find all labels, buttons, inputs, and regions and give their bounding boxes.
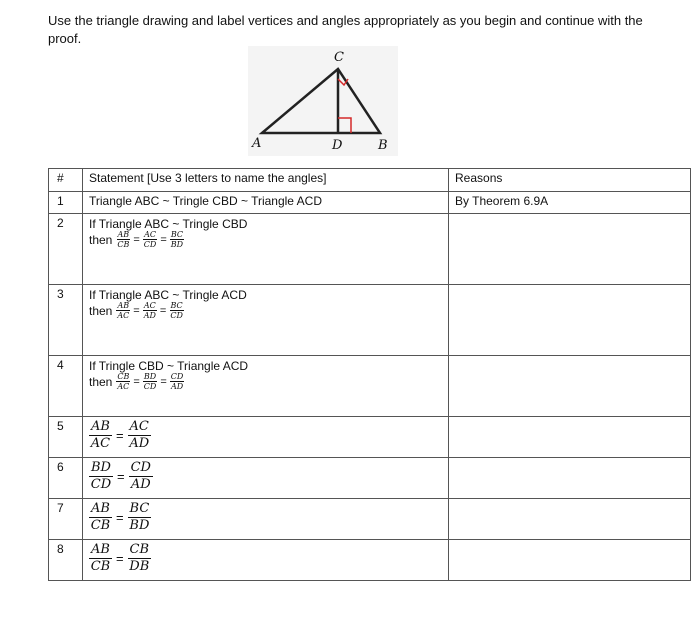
statement-cell[interactable]: [83, 285, 449, 356]
reason-cell[interactable]: [449, 214, 691, 285]
fraction: $\frac{BD}{CD}$: [143, 372, 157, 391]
equals-sign: =: [159, 304, 167, 317]
equals-sign: =: [116, 469, 125, 484]
fraction: $\frac{BC}{BD}$: [170, 230, 184, 249]
equals-sign: =: [115, 551, 124, 566]
table-header-row: [49, 169, 691, 192]
fraction: $\frac{AB}{CB}$: [117, 230, 130, 249]
statement-cell[interactable]: [83, 499, 449, 540]
proof-table: [48, 168, 691, 581]
statement-text: If Triangle ABC ~ Tringle ACD: [89, 288, 247, 302]
fraction: $\frac{CD}{AD}$: [130, 460, 151, 492]
fraction: $\frac{BC}{CD}$: [170, 301, 183, 320]
equals-sign: =: [160, 233, 167, 246]
equals-sign: =: [133, 233, 140, 246]
statement-text: If Tringle CBD ~ Triangle ACD: [89, 359, 249, 373]
fraction: $\frac{AB}{AC}$: [90, 419, 111, 451]
reason-cell[interactable]: By Theorem 6.9A: [449, 192, 691, 214]
reason-cell[interactable]: [449, 499, 691, 540]
table-row: [49, 192, 691, 214]
row-number: 3: [49, 285, 83, 356]
fraction: $\frac{AC}{CD}$: [143, 230, 157, 249]
statement-text: If Triangle ABC ~ Tringle CBD: [89, 217, 248, 231]
header-statement: Statement [Use 3 letters to name the angles]: [83, 169, 449, 192]
table-row: [49, 458, 691, 499]
statement-cell[interactable]: Triangle ABC ~ Tringle CBD ~ Triangle ACD: [83, 192, 449, 214]
equals-sign: =: [115, 428, 124, 443]
then-label: then: [89, 232, 113, 247]
fraction: $\frac{AB}{CB}$: [90, 542, 111, 574]
then-label: then: [89, 303, 113, 318]
statement-cell[interactable]: [83, 458, 449, 499]
statement-cell[interactable]: [83, 214, 449, 285]
fraction: $\frac{CB}{AC}$: [117, 372, 130, 391]
vertex-a-label: A: [252, 136, 262, 151]
reason-cell[interactable]: [449, 417, 691, 458]
proportion: [89, 230, 442, 249]
table-row: [49, 214, 691, 285]
row-number: 2: [49, 214, 83, 285]
fraction: $\frac{BC}{BD}$: [129, 501, 150, 533]
fraction: $\frac{CD}{AD}$: [170, 372, 184, 391]
row-number: 5: [49, 417, 83, 458]
reason-cell[interactable]: [449, 285, 691, 356]
table-row: [49, 285, 691, 356]
statement-cell[interactable]: [83, 356, 449, 417]
reason-cell[interactable]: [449, 458, 691, 499]
row-number: 7: [49, 499, 83, 540]
reason-cell[interactable]: [449, 356, 691, 417]
table-row: [49, 499, 691, 540]
instructions: Use the triangle drawing and label vertices and angles appropriately as you begin and continue with the proof.: [48, 13, 643, 46]
equals-sign: =: [133, 304, 140, 317]
equals-sign: =: [133, 375, 140, 388]
statement-cell[interactable]: [83, 540, 449, 581]
header-reasons: Reasons: [449, 169, 691, 192]
fraction: $\frac{AC}{AD}$: [129, 419, 150, 451]
vertex-d-label: D: [332, 138, 343, 153]
equals-sign: =: [160, 375, 167, 388]
triangle-figure: [248, 46, 398, 156]
equals-sign: =: [115, 510, 124, 525]
reason-cell[interactable]: [449, 540, 691, 581]
triangle-svg: [248, 46, 398, 156]
table-row: [49, 417, 691, 458]
then-label: then: [89, 374, 113, 389]
fraction: $\frac{BD}{CD}$: [90, 460, 112, 492]
table-row: [49, 540, 691, 581]
row-number: 8: [49, 540, 83, 581]
fraction: $\frac{CB}{DB}$: [129, 542, 150, 574]
vertex-c-label: C: [334, 50, 344, 65]
vertex-b-label: B: [378, 138, 388, 153]
right-angle-mark: [338, 118, 351, 133]
statement-cell[interactable]: [83, 417, 449, 458]
row-number: 1: [49, 192, 83, 214]
fraction: $\frac{AB}{CB}$: [90, 501, 111, 533]
table-row: [49, 356, 691, 417]
row-number: 6: [49, 458, 83, 499]
proportion: [89, 301, 442, 320]
fraction: $\frac{AB}{AC}$: [117, 301, 130, 320]
header-num: #: [49, 169, 83, 192]
fraction: $\frac{AC}{AD}$: [143, 301, 156, 320]
row-number: 4: [49, 356, 83, 417]
proportion: [89, 372, 442, 391]
triangle-abc: [262, 69, 380, 133]
